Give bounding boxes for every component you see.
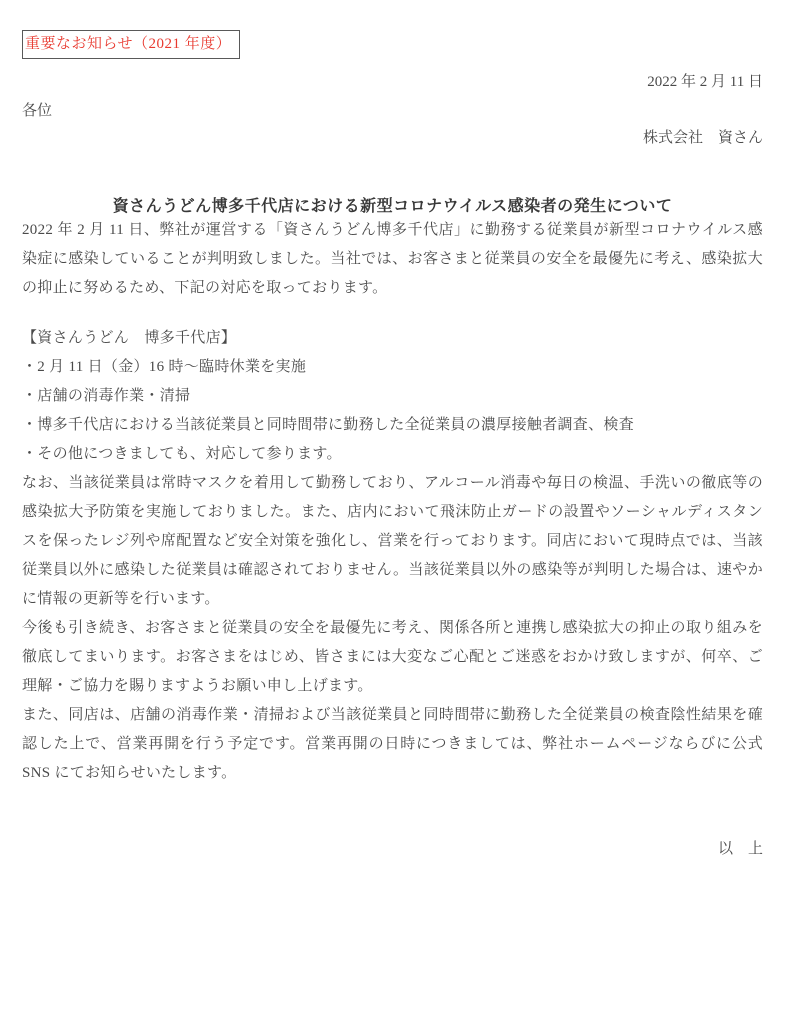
store-heading: 【資さんうどん 博多千代店】	[22, 330, 237, 346]
prevention-paragraph: なお、当該従業員は常時マスクを着用して勤務しており、アルコール消毒や毎日の検温、手洗いの徹底等の感染拡大予防策を実施しておりました。また、店内において飛沫防止ガードの設置やソーシャルディスタンスを保ったレジ列や席配置など安全対策を強化し、営業を行っております。同店において現時点では、当該従業員以外に感染した従業員は確認されておりません。当該従業員以外の感染等が判明した場合は、速やかに情報の更新等を行います。	[22, 475, 763, 607]
document-title: 資さんうどん博多千代店における新型コロナウイルス感染者の発生について	[112, 198, 673, 215]
company-name: 株式会社 資さん	[642, 130, 763, 146]
important-notice-badge: 重要なお知らせ（2021 年度）	[22, 30, 240, 59]
apology-paragraph: 今後も引き続き、お客さまと従業員の安全を最優先に考え、関係各所と連携し感染拡大の抑止の取り組みを徹底してまいります。お客さまをはじめ、皆さまには大変なご心配とご迷惑をおかけ致しますが、何卒、ご理解・ご協力を賜りますようお願い申し上げます。	[22, 620, 763, 694]
recipient-label: 各位	[22, 103, 53, 119]
reopening-paragraph: また、同店は、店舗の消毒作業・清掃および当該従業員と同時間帯に勤務した全従業員の検査陰性結果を確認した上で、営業再開を行う予定です。営業再開の日時につきましては、弊社ホームページならびに公式 SNS にてお知らせいたします。	[22, 707, 763, 781]
measures-section	[22, 324, 763, 469]
document-date: 2022 年 2 月 11 日	[647, 74, 763, 90]
closing-mark: 以 上	[717, 841, 763, 857]
measure-item-contact-tracing: ・博多千代店における当該従業員と同時間帯に勤務した全従業員の濃厚接触者調査、検査	[22, 417, 635, 433]
measure-item-disinfection: ・店舗の消毒作業・清掃	[22, 388, 191, 404]
measure-item-other: ・その他につきましても、対応して参ります。	[22, 446, 342, 462]
measure-item-closure: ・2 月 11 日（金）16 時～臨時休業を実施	[22, 359, 307, 375]
intro-paragraph: 2022 年 2 月 11 日、弊社が運営する「資さんうどん博多千代店」に勤務する従業員が新型コロナウイルス感染症に感染していることが判明致しました。当社では、お客さまと従業員の安全を最優先に考え、感染拡大の抑止に努めるため、下記の対応を取っております。	[22, 222, 763, 296]
badge-row	[22, 30, 763, 59]
